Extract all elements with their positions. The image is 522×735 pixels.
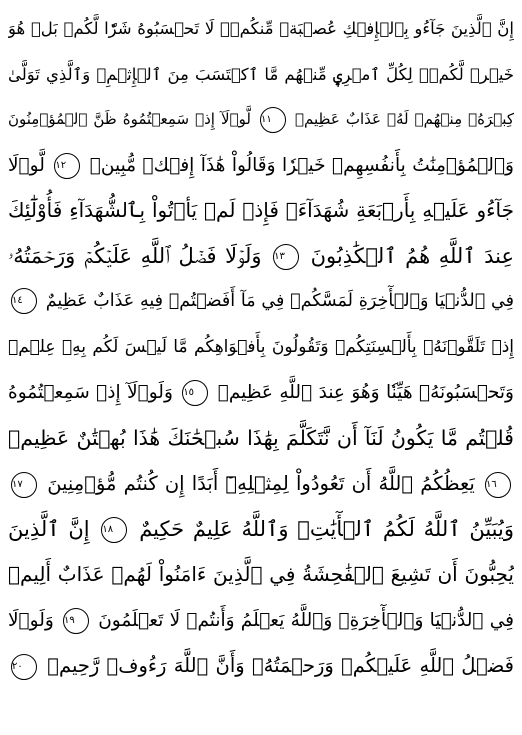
verse-line xyxy=(8,370,514,416)
verse-line xyxy=(8,6,514,52)
verse-text: وَتَحۡسَبُونَهُۥ هَيِّنٗا وَهُوَ عِندَ ٱللَّهِ عَظِيمٞ xyxy=(217,382,514,403)
verse-text: جَآءُو عَلَيۡهِ بِأَرۡبَعَةِ شُهَدَآءَۚ فَإِذۡ لَمۡ يَأۡتُواْ بِٱلشُّهَدَآءِ فَأُوْلَٰٓئِكَ xyxy=(8,198,514,222)
verse-text: وَيُبَيِّنُ ٱللَّهُ لَكُمُ ٱلۡأٓيَٰتِۚ وَٱللَّهُ عَلِيمٌ حَكِيمٌ xyxy=(139,516,514,541)
ayah-number-marker: ١٩ xyxy=(63,608,89,634)
verse-text: إِنَّ ٱلَّذِينَ جَآءُو بِٱلۡإِفۡكِ عُصۡبَةٞ مِّنكُمۡۚ لَا تَحۡسَبُوهُ شَرّٗا لَّكُمۖ بَلۡ هُوَ xyxy=(8,19,514,38)
verse-line xyxy=(8,461,514,507)
verse-text: لَّوۡلَا xyxy=(8,154,45,176)
verse-text: وَلَوۡلَآ إِذۡ سَمِعۡتُمُوهُ xyxy=(8,382,173,403)
verse-text: فَضۡلُ ٱللَّهِ عَلَيۡكُمۡ وَرَحۡمَتُهُۥ وَأَنَّ ٱللَّهَ رَءُوفٞ رَّحِيمٞ xyxy=(47,654,514,677)
verse-line xyxy=(8,416,514,462)
ayah-number-marker: ١٦ xyxy=(485,472,511,498)
verse-text: لَّوۡلَآ إِذۡ سَمِعۡتُمُوهُ ظَنَّ ٱلۡمُؤۡمِنُونَ xyxy=(8,110,251,128)
verse-text: عِندَ ٱللَّهِ هُمُ ٱلۡكَٰذِبُونَ xyxy=(310,243,514,268)
verse-text: خَيۡرٞ لَّكُمۡۚ لِكُلِّ ٱمۡرِيٕٖ مِّنۡهُم مَّا ٱكۡتَسَبَ مِنَ ٱلۡإِثۡمِۚ وَٱلَّذِي تَوَلَّىٰ xyxy=(8,64,514,84)
ayah-number-marker: ١٢ xyxy=(54,153,80,179)
verse-line xyxy=(8,234,514,280)
verse-text: يُحِبُّونَ أَن تَشِيعَ ٱلۡفَٰحِشَةُ فِي ٱلَّذِينَ ءَامَنُواْ لَهُمۡ عَذَابٌ أَلِيمٞ xyxy=(8,562,514,586)
ayah-number-marker: ٢٠ xyxy=(11,654,37,680)
verse-text: قُلۡتُم مَّا يَكُونُ لَنَآ أَن نَّتَكَلَّمَ بِهَٰذَا سُبۡحَٰنَكَ هَٰذَا بُهۡتَٰنٌ عَظِيمٞ xyxy=(8,425,514,450)
verse-line xyxy=(8,188,514,234)
ayah-number-marker: ١٣ xyxy=(273,244,299,270)
verse-line xyxy=(8,143,514,189)
verse-line xyxy=(8,507,514,553)
verse-line xyxy=(8,552,514,598)
verse-text: فِي ٱلدُّنۡيَا وَٱلۡأٓخِرَةِ لَمَسَّكُمۡ فِي مَآ أَفَضۡتُمۡ فِيهِ عَذَابٌ عَظِيمٌ xyxy=(45,291,514,311)
ayah-number-marker: ١٤ xyxy=(11,288,37,314)
verse-line xyxy=(8,52,514,98)
ayah-number-marker: ١٥ xyxy=(182,380,208,406)
verse-line xyxy=(8,279,514,325)
ayah-number-marker: ١١ xyxy=(260,107,286,133)
verse-text: إِذۡ تَلَقَّوۡنَهُۥ بِأَلۡسِنَتِكُمۡ وَتَقُولُونَ بِأَفۡوَاهِكُم مَّا لَيۡسَ لَكُم بِهِۦ عِلۡمٞ xyxy=(8,336,514,357)
ayah-number-marker: ١٧ xyxy=(11,472,37,498)
ayah-number-marker: ١٨ xyxy=(101,517,127,543)
verse-line xyxy=(8,325,514,371)
verse-text: إِنَّ ٱلَّذِينَ xyxy=(8,516,90,541)
verse-text: وَلَوۡلَا فَضۡلُ ٱللَّهِ عَلَيۡكُمۡ وَرَحۡمَتُهُۥ xyxy=(8,243,262,268)
verse-text: وَلَوۡلَا xyxy=(8,609,54,631)
verse-text: فِي ٱلدُّنۡيَا وَٱلۡأٓخِرَةِۚ وَٱللَّهُ يَعۡلَمُ وَأَنتُمۡ لَا تَعۡلَمُونَ xyxy=(98,609,514,631)
verse-text: وَٱلۡمُؤۡمِنَٰتُ بِأَنفُسِهِمۡ خَيۡرٗا وَقَالُواْ هَٰذَآ إِفۡكٞ مُّبِينٞ xyxy=(89,154,514,176)
verse-text: يَعِظُكُمُ ٱللَّهُ أَن تَعُودُواْ لِمِثۡلِهِۦٓ أَبَدًا إِن كُنتُم مُّؤۡمِنِينَ xyxy=(47,472,475,495)
verse-line xyxy=(8,598,514,644)
verse-line xyxy=(8,97,514,143)
verse-text: كِبۡرَهُۥ مِنۡهُمۡ لَهُۥ عَذَابٌ عَظِيمٞ xyxy=(295,110,514,128)
verse-line xyxy=(8,643,514,689)
